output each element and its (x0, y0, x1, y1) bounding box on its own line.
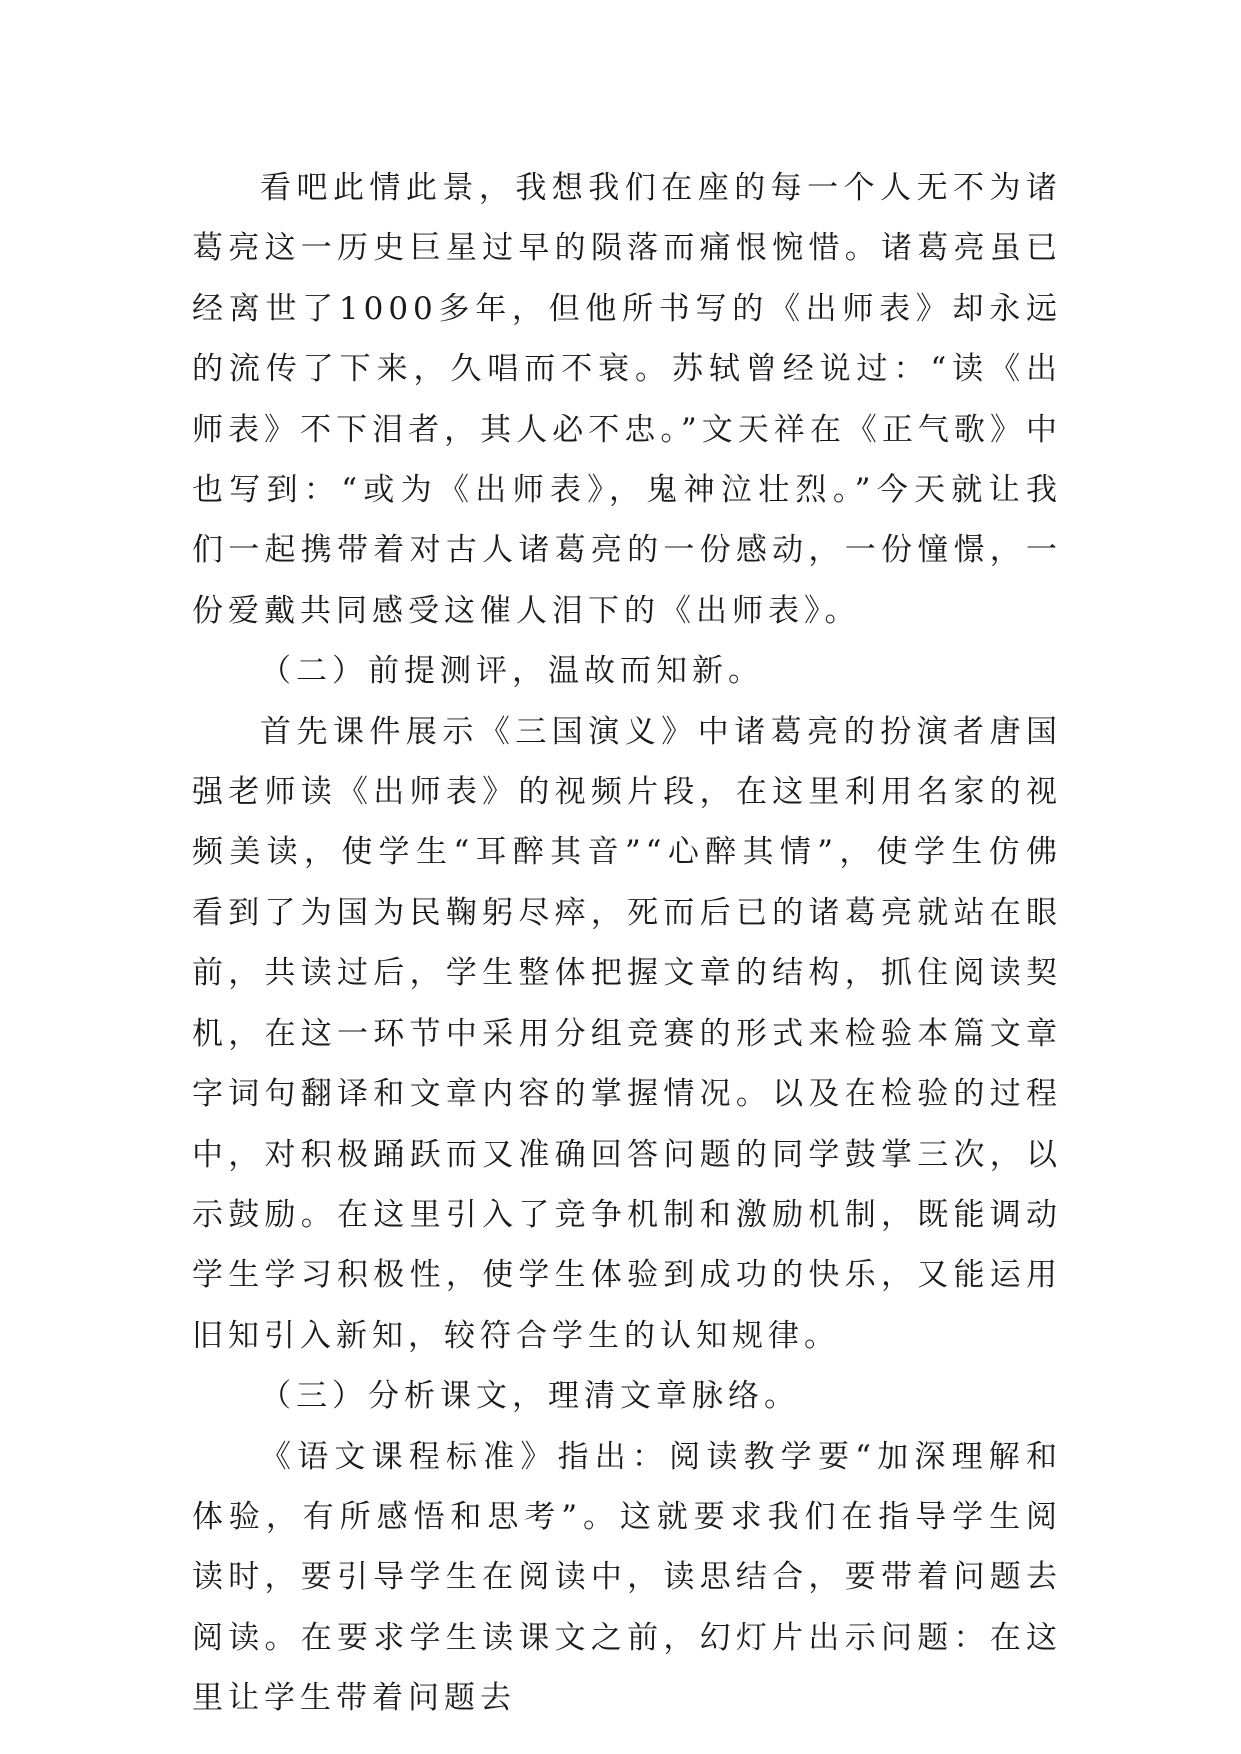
paragraph-intro: 看吧此情此景，我想我们在座的每一个人无不为诸葛亮这一历史巨星过早的陨落而痛恨惋惜。诸葛亮虽已经离世了1000多年，但他所书写的《出师表》却永远的流传了下来，久唱而不衰。苏轼曾经说过：“读《出师表》不下泪者，其人必不忠。”文天祥在《正气歌》中也写到：“或为《出师表》，鬼神泣壮烈。”今天就让我们一起携带着对古人诸葛亮的一份感动，一份憧憬，一份爱戴共同感受这催人泪下的《出师表》。 (192, 170, 1062, 629)
paragraph-section-3: 《语文课程标准》指出：阅读教学要“加深理解和体验，有所感悟和思考”。这就要求我们在指导学生阅读时，要引导学生在阅读中，读思结合，要带着问题去阅读。在要求学生读课文之前，幻灯片出示问题：在这里让学生带着问题去 (192, 1438, 1062, 1717)
document-body (192, 158, 1062, 1729)
paragraph-section-2: 首先课件展示《三国演义》中诸葛亮的扮演者唐国强老师读《出师表》的视频片段，在这里利用名家的视频美读，使学生“耳醉其音”“心醉其情”，使学生仿佛看到了为国为民鞠躬尽瘁，死而后已的诸葛亮就站在眼前，共读过后，学生整体把握文章的结构，抓住阅读契机，在这一环节中采用分组竞赛的形式来检验本篇文章字词句翻译和文章内容的掌握情况。以及在检验的过程中，对积极踊跃而又准确回答问题的同学鼓掌三次，以示鼓励。在这里引入了竞争机制和激励机制，既能调动学生学习积极性，使学生体验到成功的快乐，又能运用旧知引入新知，较符合学生的认知规律。 (192, 713, 1062, 1354)
section-heading-2: （二）前提测评，温故而知新。 (260, 653, 764, 690)
section-heading-3: （三）分析课文，理清文章脉络。 (260, 1378, 800, 1415)
